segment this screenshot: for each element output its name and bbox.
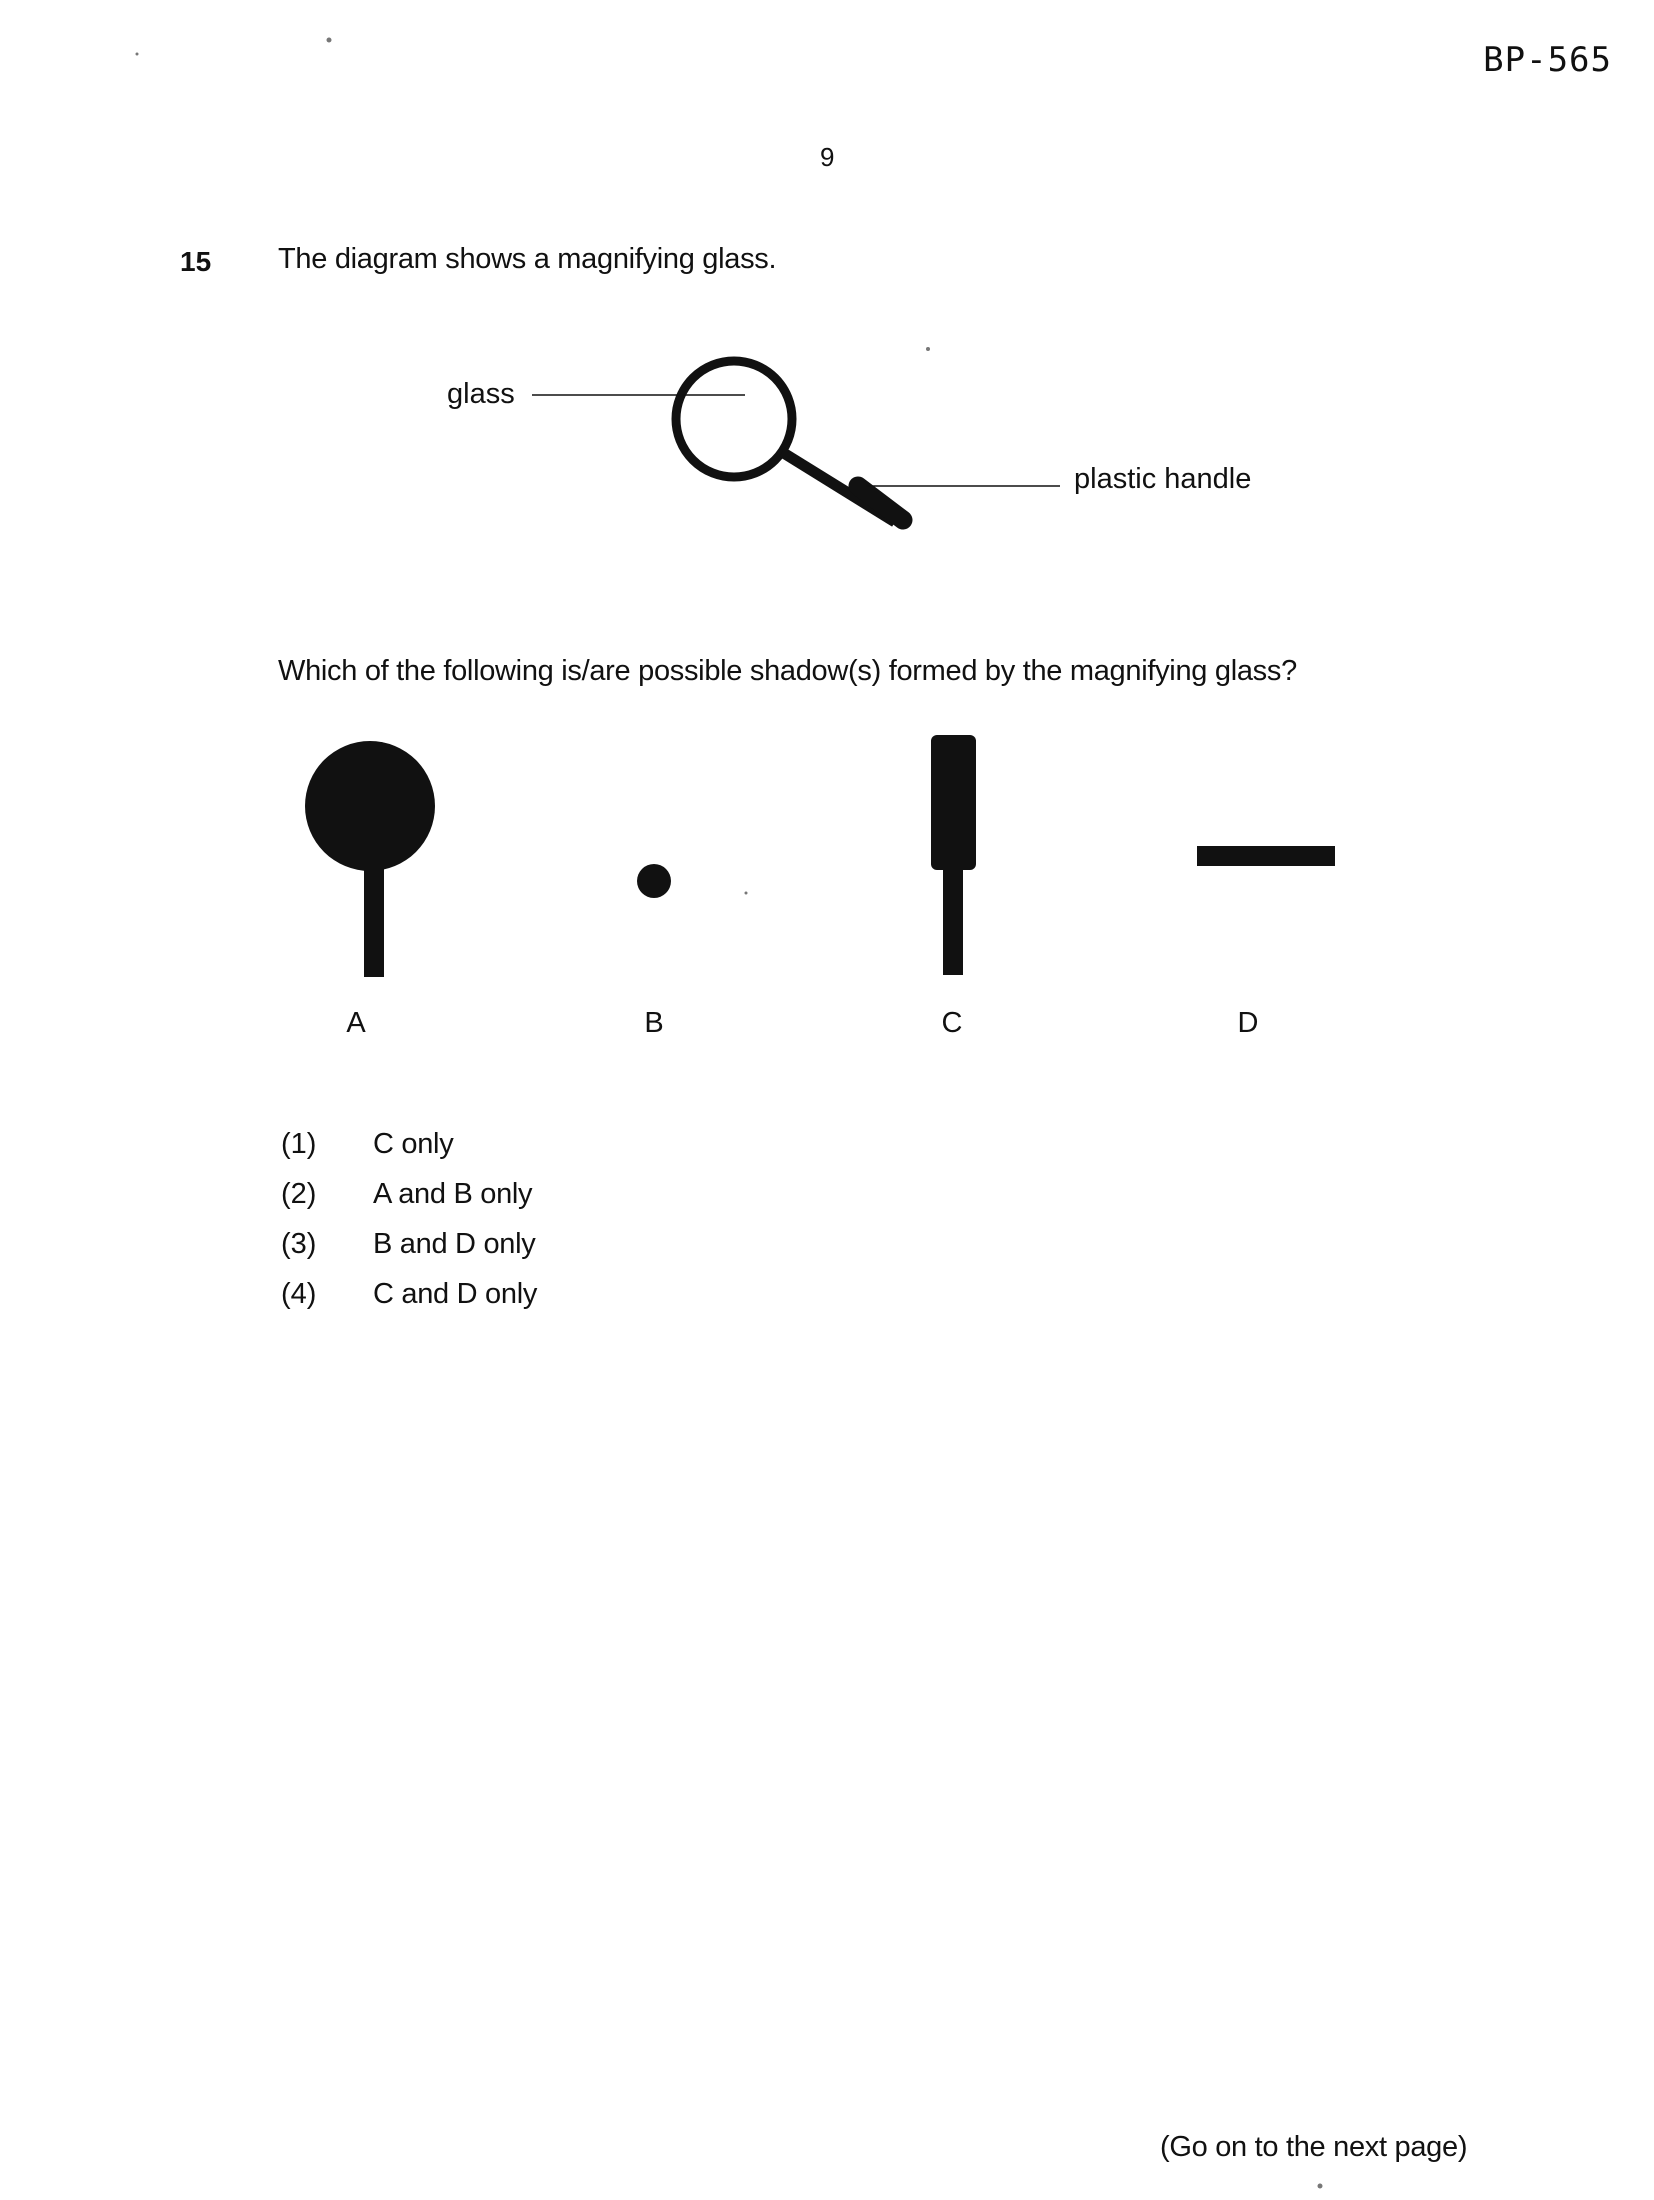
- paper-code: BP-565: [1483, 40, 1612, 80]
- option-text-3: B and D only: [373, 1228, 536, 1260]
- magnifying-glass-drawing: [532, 361, 1060, 522]
- option-number-3: (3): [281, 1228, 317, 1260]
- shadow-label-a: A: [346, 1007, 366, 1039]
- footer-next-page: (Go on to the next page): [1160, 2131, 1468, 2163]
- option-text-4: C and D only: [373, 1278, 538, 1310]
- option-number-4: (4): [281, 1278, 317, 1310]
- shadow-a: [305, 741, 435, 977]
- glass-rim: [676, 361, 792, 477]
- option-number-2: (2): [281, 1178, 317, 1210]
- option-number-1: (1): [281, 1128, 317, 1160]
- question-text: The diagram shows a magnifying glass.: [278, 243, 777, 275]
- shadow-b: [637, 864, 671, 898]
- shadow-d: [1197, 846, 1335, 866]
- option-text-2: A and B only: [373, 1178, 533, 1210]
- shadow-label-b: B: [644, 1007, 664, 1039]
- glass-label: glass: [447, 378, 515, 410]
- option-text-1: C only: [373, 1128, 454, 1160]
- shadow-label-d: D: [1237, 1007, 1259, 1039]
- shadow-label-c: C: [941, 1007, 963, 1039]
- question-prompt: Which of the following is/are possible shadow(s) formed by the magnifying glass?: [278, 655, 1297, 687]
- plastic-handle-grip: [858, 486, 903, 520]
- plastic-handle-label: plastic handle: [1074, 463, 1252, 495]
- page-number: 9: [820, 142, 835, 172]
- question-number: 15: [180, 246, 212, 277]
- shadow-c: [931, 735, 976, 975]
